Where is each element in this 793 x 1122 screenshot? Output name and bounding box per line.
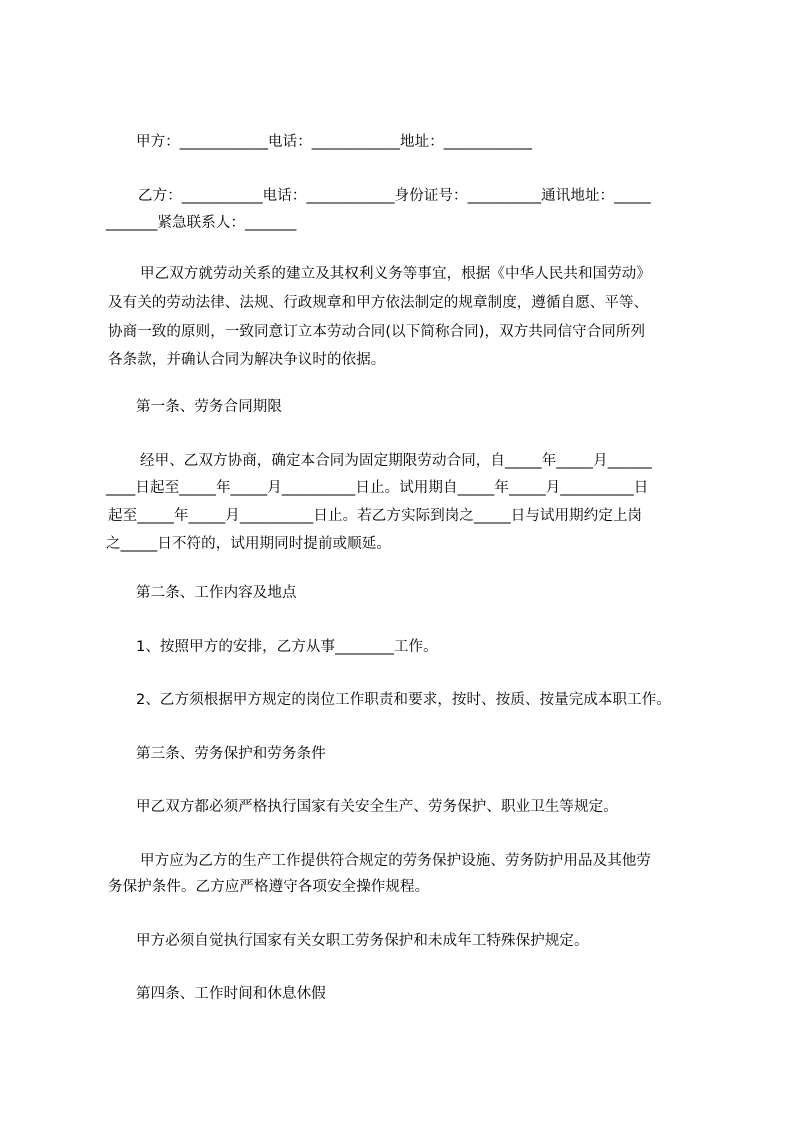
article-2-item-1: 1、按照甲方的安排，乙方从事________工作。 (136, 639, 438, 655)
intro-paragraph-line: 各条款，并确认合同为解决争议时的依据。 (108, 352, 386, 368)
party-a-line: 甲方：____________电话：____________地址：____________ (136, 134, 532, 150)
intro-paragraph-line: 甲乙双方就劳动关系的建立及其权利义务等事宜，根据《中华人民共和国劳动》 (140, 266, 651, 282)
article-4-heading: 第四条、工作时间和休息休假 (136, 986, 326, 1002)
article-3-paragraph-2-line: 甲方应为乙方的生产工作提供符合规定的劳务保护设施、劳务防护用品及其他劳 (140, 853, 651, 869)
article-1-paragraph-line: ____日起至_____年_____月__________日止。试用期自_____年_____月__________日 (106, 480, 649, 496)
article-3-paragraph-1: 甲乙双方都必须严格执行国家有关安全生产、劳务保护、职业卫生等规定。 (136, 799, 618, 815)
party-b-line: 乙方：___________电话：____________身份证号：__________通讯地址：_____ (138, 188, 651, 204)
article-1-paragraph-line: 经甲、乙双方协商，确定本合同为固定期限劳动合同，自_____年_____月______ (140, 453, 652, 469)
article-1-heading: 第一条、劳务合同期限 (136, 399, 282, 415)
article-3-heading: 第三条、劳务保护和劳务条件 (136, 746, 326, 762)
article-3-paragraph-2-line: 务保护条件。乙方应严格遵守各项安全操作规程。 (108, 879, 430, 895)
intro-paragraph-line: 及有关的劳动法律、法规、行政规章和甲方依法制定的规章制度，遵循自愿、平等、 (108, 295, 649, 311)
article-2-heading: 第二条、工作内容及地点 (136, 585, 297, 601)
article-1-paragraph-line: 之_____日不符的，试用期同时提前或顺延。 (106, 536, 391, 552)
article-2-item-2: 2、乙方须根据甲方规定的岗位工作职责和要求，按时、按质、按量完成本职工作。 (136, 692, 671, 708)
intro-paragraph-line: 协商一致的原则，一致同意订立本劳动合同(以下简称合同)，双方共同信守合同所列 (108, 324, 646, 340)
article-1-paragraph-line: 起至_____年_____月__________日止。若乙方实际到岗之_____日与试用期约定上岗 (108, 508, 643, 524)
article-3-paragraph-3: 甲方必须自觉执行国家有关女职工劳务保护和未成年工特殊保护规定。 (136, 933, 589, 949)
party-b-line-continued: _______紧急联系人：_______ (106, 215, 297, 231)
